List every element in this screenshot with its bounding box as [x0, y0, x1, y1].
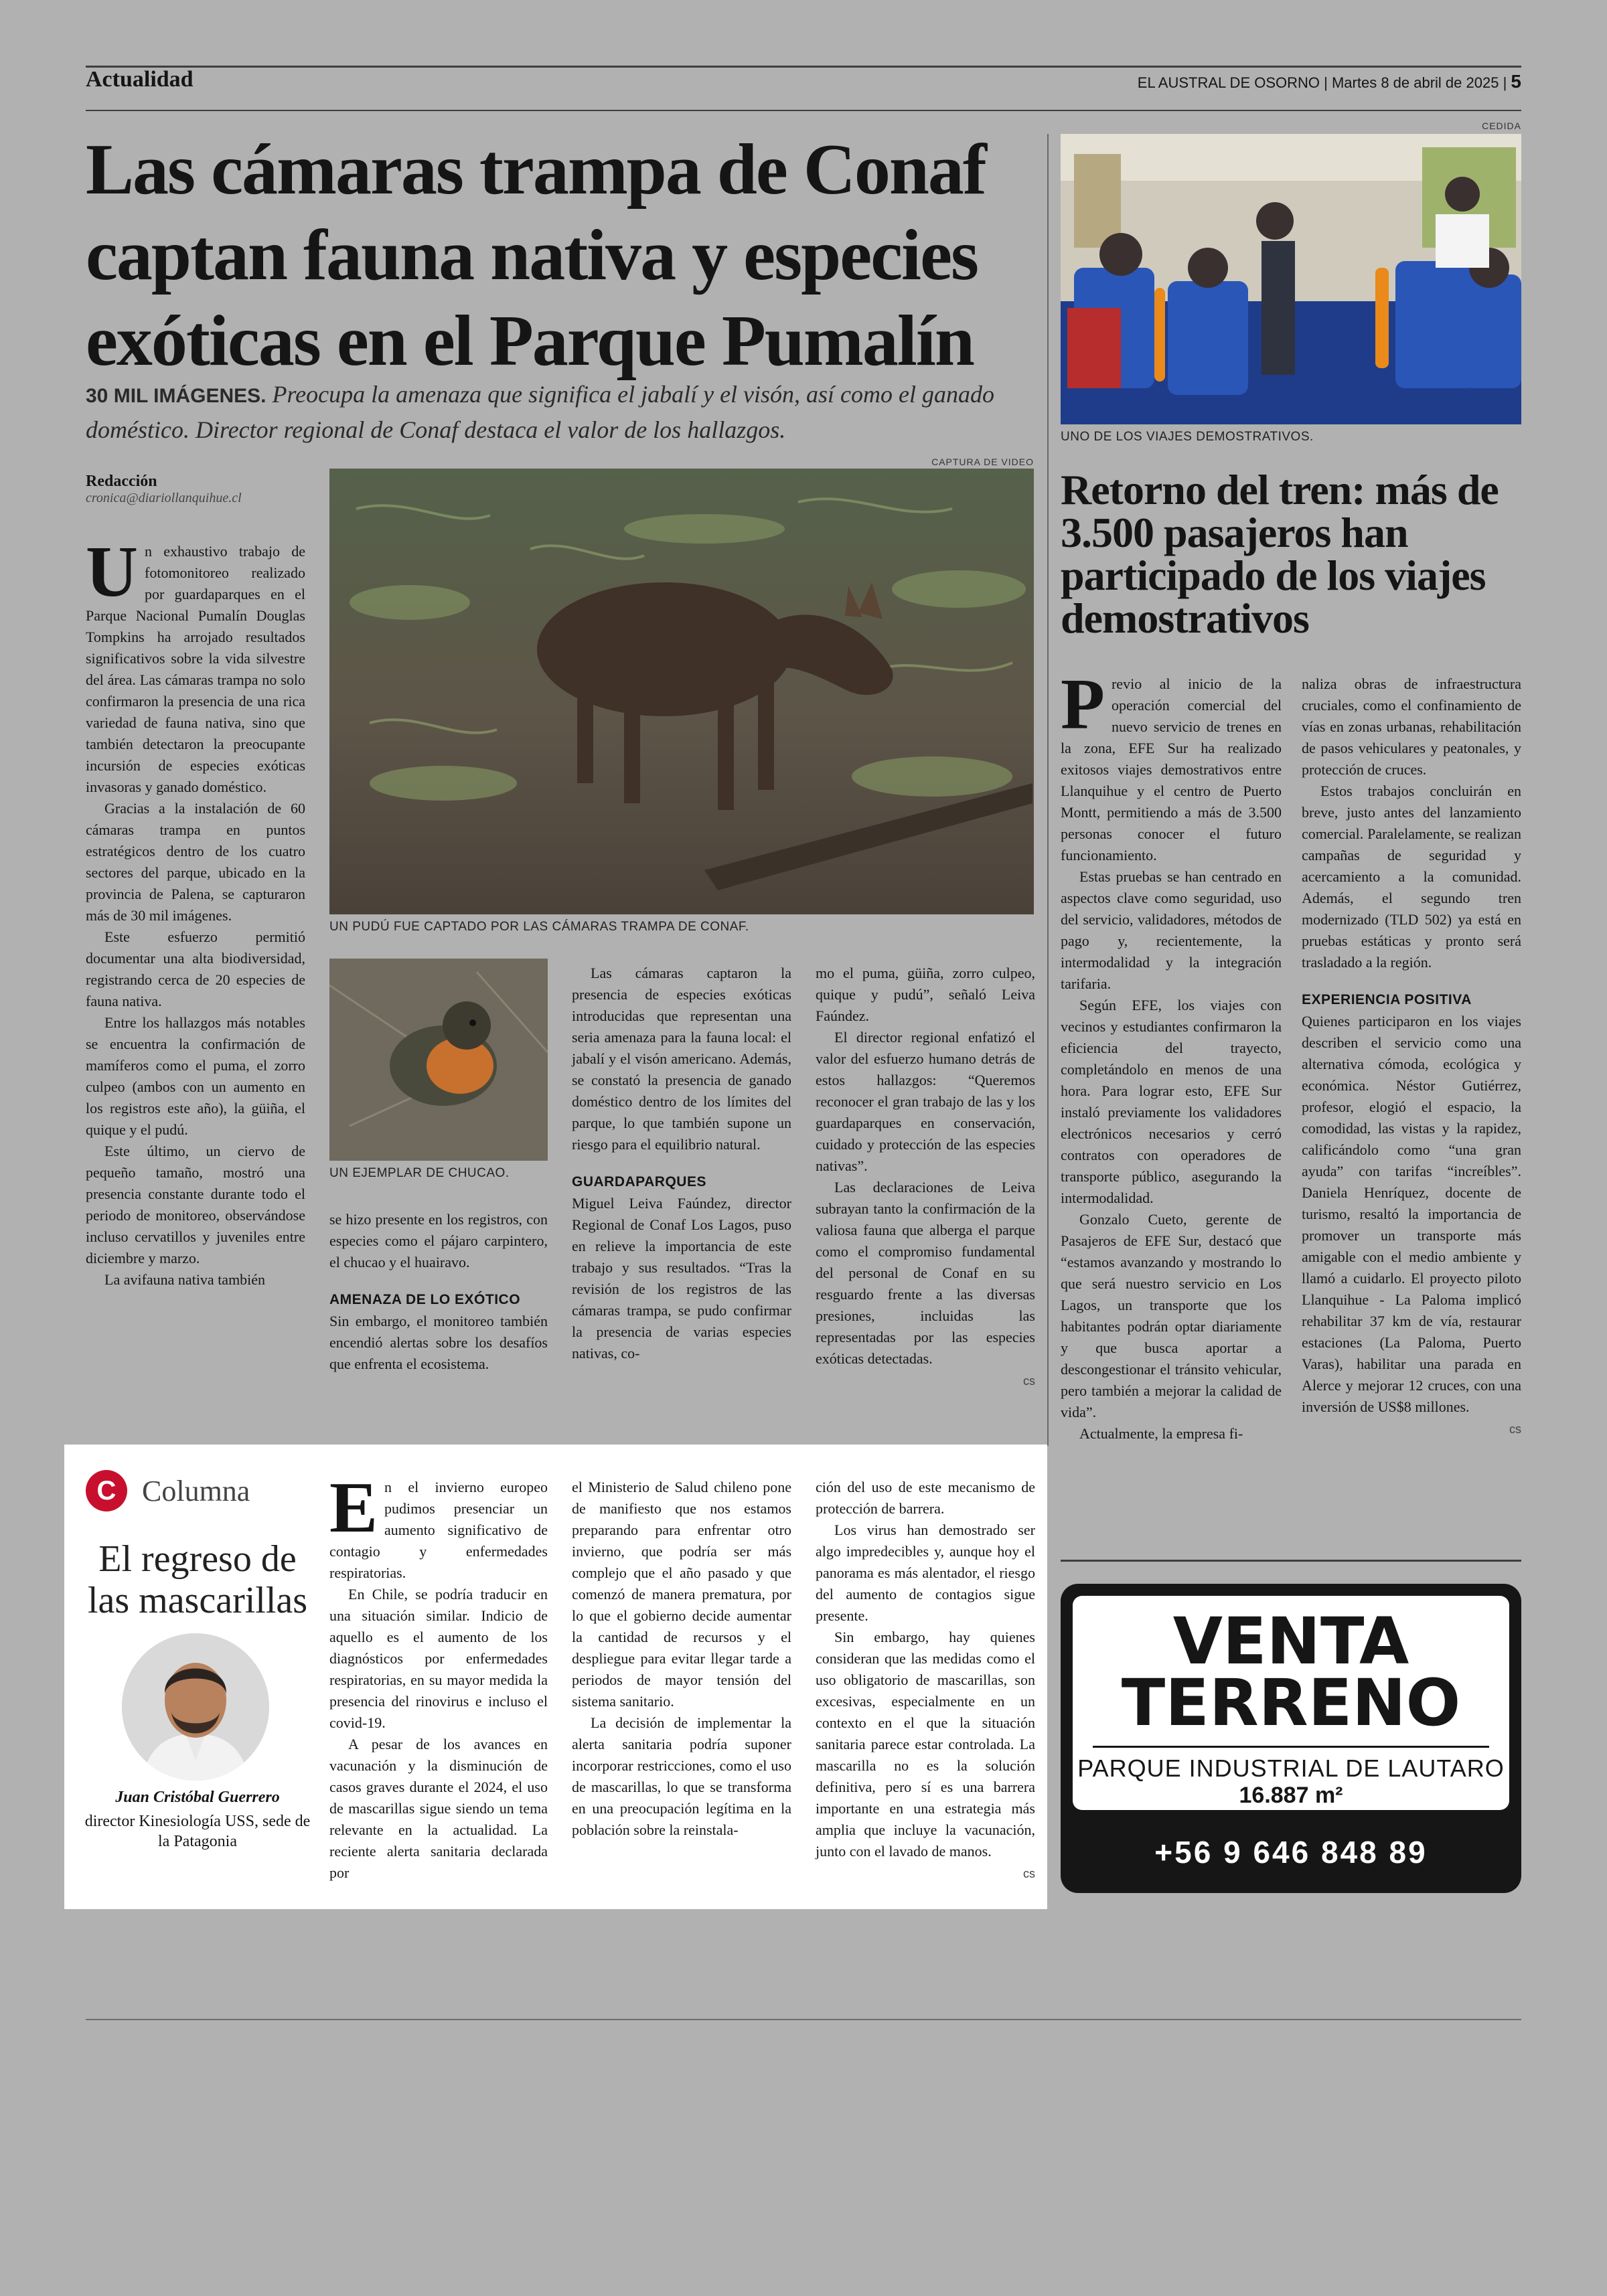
section-label: Actualidad: [86, 67, 194, 92]
train-headline: Retorno del tren: más de 3.500 pasajeros han participado de los viajes demostrativos: [1061, 466, 1499, 642]
main-col1-p1: n exhaustivo trabajo de fotomonitoreo realizado por guardaparques en el Parque Nacional Pumalín Douglas Tompkins ha arrojado resultados significativos sobre la vida silvestre del área. Las cámaras trampa no solo confirmaron la presencia de una rica variedad de fauna nativa, sino que también detectaron la preocupante incursión de especies exóticas invasoras y ganado doméstico.: [86, 543, 305, 795]
ad-line-venta: VENTA: [1172, 1604, 1409, 1679]
column-end-mark: cs: [1023, 1867, 1035, 1880]
train-col1-p3: Según EFE, los viajes con vecinos y estudiantes confirmaron la eficiencia del trayecto, completándolo en menos de una hora. Para lograr esto, EFE Sur instaló previamente los validadores electrónicos necesarios y cerró contratos con operadores de transporte público, asegurando la intermodalidad.: [1061, 997, 1282, 1206]
main-deck: [86, 378, 1037, 446]
header-top-rule: [86, 66, 1521, 68]
train-col2-p1: naliza obras de infraestructura cruciales, como el confinamiento de vías en zonas urbanas, rehabilitación de pasos vehiculares y peatonales, y protección de cruces.: [1302, 675, 1521, 778]
column-col2-p2: La decisión de implementar la alerta sanitaria podría suponer incorporar restricciones, como el uso de mascarillas, lo que se transforma en una preocupación legítima en la población sobre la reinstala-: [572, 1714, 791, 1838]
column-col1-p1: n el invierno europeo pudimos presenciar un aumento significativo de contagio y enfermedades respiratorias.: [329, 1479, 548, 1581]
ad-inner-panel: [1073, 1596, 1509, 1810]
train-image: [1061, 134, 1521, 424]
train-col-2: [1302, 673, 1521, 1440]
ad-divider: [1093, 1746, 1489, 1748]
main-col2-p1: se hizo presente en los registros, con especies como el pájaro carpintero, el chucao y el huairavo.: [329, 1211, 548, 1270]
main-col3-p1: Las cámaras captaron la presencia de especies exóticas introducidas que representan una seria amenaza para la fauna local: el jabalí y el visón americano. Además, se constató la presencia de ganado doméstico dentro de los límites del parque, lo que también supone un riesgo para el equilibrio natural.: [572, 965, 791, 1153]
column-col-1: [329, 1468, 548, 1884]
main-col2-subhead: AMENAZA DE LO EXÓTICO: [329, 1292, 521, 1307]
train-col1-p5: Actualmente, la empresa fi-: [1079, 1425, 1243, 1442]
column-label-row: [86, 1470, 250, 1511]
column-author: Juan Cristóbal Guerrero: [115, 1789, 280, 1806]
main-col1-p6: La avifauna nativa también: [104, 1271, 266, 1288]
column-col3-p1: ción del uso de este mecanismo de protección de barrera.: [816, 1479, 1035, 1517]
ad-phone: +56 9 646 848 89: [1154, 1835, 1428, 1870]
column-label: Columna: [142, 1474, 250, 1507]
header-bottom-rule: [86, 110, 1521, 111]
column-col1-p3: A pesar de los avances en vacunación y la disminución de casos graves durante el 2024, el uso de mascarillas sigue siendo un tema relevante en la actualidad. La reciente alerta sanitaria declarada por: [329, 1736, 548, 1881]
byline: [86, 473, 313, 506]
ad-area: 16.887 m²: [1239, 1783, 1343, 1808]
main-col1-p4: Entre los hallazgos más notables se encuentra la confirmación de mamíferos como el puma, el zorro culpeo (ambos con un aumento en los registros este año), la güiña, el quique y el pudú.: [86, 1014, 305, 1138]
chucao-image: [329, 959, 548, 1161]
deck-kicker: 30 MIL IMÁGENES.: [86, 385, 266, 407]
main-col1-p5: Este último, un ciervo de pequeño tamaño, mostró una presencia constante durante todo el periodo de monitoreo, observándose incluso cervatillos y juveniles entre diciembre y marzo.: [86, 1143, 305, 1266]
main-col3-subhead: GUARDAPARQUES: [572, 1174, 706, 1190]
story-divider: [1047, 134, 1049, 1446]
train-photo-credit: CEDIDA: [1482, 120, 1521, 131]
chucao-photo: [329, 959, 548, 1161]
chucao-caption: UN EJEMPLAR DE CHUCAO.: [329, 1166, 510, 1180]
main-dropcap: U: [86, 532, 138, 612]
main-end-mark: cs: [1023, 1374, 1035, 1388]
page-number: 5: [1511, 71, 1521, 92]
ad-top-rule: [1061, 1560, 1521, 1562]
train-photo-caption: UNO DE LOS VIAJES DEMOSTRATIVOS.: [1061, 430, 1314, 444]
main-col-2: [329, 1209, 548, 1375]
main-col-4: [816, 963, 1035, 1392]
byline-email: cronica@diariollanquihue.cl: [86, 491, 242, 505]
main-col3-p2: Miguel Leiva Faúndez, director Regional de Conaf Los Lagos, puso en relieve la importancia de este trabajo y sus resultados. “Tras la revisión de los registros de las cámaras trampa, se pudo confirmar la presencia de varias especies nativas, co-: [572, 1195, 791, 1362]
train-col1-p1: revio al inicio de la operación comercial del nuevo servicio de trenes en la zona, EFE Sur ha realizado exitosos viajes demostrativos entre Llanquihue y el centro de Puerto Montt, permitiendo a más de 3.500 personas conocer el futuro funcionamiento.: [1061, 675, 1282, 864]
folio: EL AUSTRAL DE OSORNO | Martes 8 de abril de 2025 | 5: [1137, 71, 1521, 92]
train-col2-subhead: EXPERIENCIA POSITIVA: [1302, 992, 1472, 1007]
main-headline: Las cámaras trampa de Conaf captan fauna nativa y especies exóticas en el Parque Pumalín: [86, 130, 986, 381]
column-col-3: [816, 1477, 1035, 1884]
train-col2-p3: Quienes participaron en los viajes describen el servicio como una alternativa cómoda, ecológica y económica. Néstor Gutiérrez, profesor, elogió el espacio, la comodidad, las vistas y la rapidez, calificándolo como “una gran ayuda” con tarifas “increíbles”. Daniela Henríquez, docente de turismo, resaltó la importancia de promover un transporte más amigable con el medio ambiente y llamó a cuidarlo. El proyecto piloto Llanquihue - La Paloma implicó rehabilitar 37 km de vía, restaurar estaciones (La Paloma, Puerto Varas), habilitar una parada en Alerce y mejorar 12 cruces, con una inversión de US$8 millones.: [1302, 1013, 1521, 1415]
main-col-1: [86, 532, 305, 1291]
column-col3-p3: Sin embargo, hay quienes consideran que las medidas como el uso obligatorio de mascarillas, son excesivas, especialmente en un contexto en el que la situación sanitaria parece estar controlada. La mascarilla no es la solución definitiva, pero sí es una barrera importante en una estrategia más amplia que incluye la vacunación, junto con el lavado de manos.: [816, 1629, 1035, 1860]
newspaper-name: EL AUSTRAL DE OSORNO: [1137, 74, 1320, 91]
train-col1-p2: Estas pruebas se han centrado en aspectos clave como seguridad, uso del servicio, validadores, métodos de pago y, recientemente, la intermodalidad y la integración tarifaria.: [1061, 868, 1282, 992]
train-dropcap: P: [1061, 665, 1105, 744]
column-col2-p1: el Ministerio de Salud chileno pone de manifiesto que nos estamos preparando para enfrentar otro invierno, que podría ser más complejo que el año pasado y que comenzó de manera prematura, por lo que el gobierno decide aumentar la cantidad de recursos y el despliegue para evitar llegar tarde a periodos de mayor tensión del sistema sanitario.: [572, 1479, 791, 1710]
issue-date: Martes 8 de abril de 2025: [1331, 74, 1499, 91]
pudu-photo: [329, 469, 1034, 914]
column-col-2: [572, 1477, 791, 1841]
photo-credit: CAPTURA DE VIDEO: [931, 457, 1034, 467]
column-col1-p2: En Chile, se podría traducir en una situación similar. Indicio de aquello es el aumento de los diagnósticos por enfermedades respiratorias, en su mayor medida la presencia del rinovirus e incluso el covid-19.: [329, 1586, 548, 1731]
train-photo: [1061, 134, 1521, 424]
train-col1-p4: Gonzalo Cueto, gerente de Pasajeros de EFE Sur, destacó que “estamos avanzando y mostrando lo que será nuestro servicio en Los Lagos, un transporte que los habitantes podrán optar diariamente y que busca aportar a descongestionar el tránsito vehicular, pero también a mejorar la calidad de vida”.: [1061, 1211, 1282, 1420]
train-end-mark: cs: [1509, 1422, 1521, 1436]
author-portrait: [122, 1633, 269, 1781]
ad-location: PARQUE INDUSTRIAL DE LAUTARO: [1077, 1754, 1505, 1782]
column-col3-p2: Los virus han demostrado ser algo impredecibles y, aunque hoy el panorama es más alentador, el riesgo del aumento de contagios sigue presente.: [816, 1522, 1035, 1624]
main-col4-p1: mo el puma, güiña, zorro culpeo, quique y pudú”, señaló Leiva Faúndez.: [816, 965, 1035, 1024]
column-author-role: director Kinesiología USS, sede de la Patagonia: [84, 1813, 311, 1850]
main-col1-p2: Gracias a la instalación de 60 cámaras trampa en puntos estratégicos dentro de los cuatro sectores del parque, ubicado en la provincia de Palena, se capturaron más de 30 mil imágenes.: [86, 800, 305, 924]
ad-line-terreno: TERRENO: [1121, 1665, 1461, 1740]
column-title: El regreso de las mascarillas: [87, 1538, 308, 1621]
main-col4-p2: El director regional enfatizó el valor del esfuerzo humano detrás de estos hallazgos: “Queremos reconocer el gran trabajo de las y los guardaparques en conservación, cuidado y protección de las especies nativas”.: [816, 1029, 1035, 1174]
page-bottom-rule: [86, 2019, 1521, 2020]
column-dropcap: E: [329, 1468, 378, 1548]
ad-box: [1061, 1584, 1521, 1893]
author-photo: [122, 1633, 269, 1781]
main-col-3: [572, 963, 791, 1364]
main-col4-p3: Las declaraciones de Leiva subrayan tanto la confirmación de la valiosa fauna que alberga el parque como el compromiso fundamental del personal de Conaf en su resguardo frente a las diversas presiones, incluidas las representadas por las especies exóticas detectadas.: [816, 1179, 1035, 1367]
train-col2-p2: Estos trabajos concluirán en breve, justo antes del lanzamiento comercial. Paralelamente, se realizan campañas de seguridad y acercamiento a la comunidad. Además, el segundo tren modernizado (TLD 502) ya está en pruebas estáticas y pronto será trasladado a la región.: [1302, 783, 1521, 971]
pudu-image: [329, 469, 1034, 914]
column-badge: C: [86, 1470, 127, 1511]
train-col-1: [1061, 665, 1282, 1445]
main-col1-p3: Este esfuerzo permitió documentar una alta biodiversidad, registrando cerca de 20 especies de fauna nativa.: [86, 928, 305, 1009]
byline-name: Redacción: [86, 473, 157, 490]
main-col2-p2: Sin embargo, el monitoreo también encendió alertas sobre los desafíos que enfrenta el ecosistema.: [329, 1313, 548, 1372]
deck-text: Preocupa la amenaza que significa el jabalí y el visón, así como el ganado doméstico. Director regional de Conaf destaca el valor de los hallazgos.: [86, 381, 995, 443]
pudu-caption: UN PUDÚ FUE CAPTADO POR LAS CÁMARAS TRAMPA DE CONAF.: [329, 920, 749, 934]
